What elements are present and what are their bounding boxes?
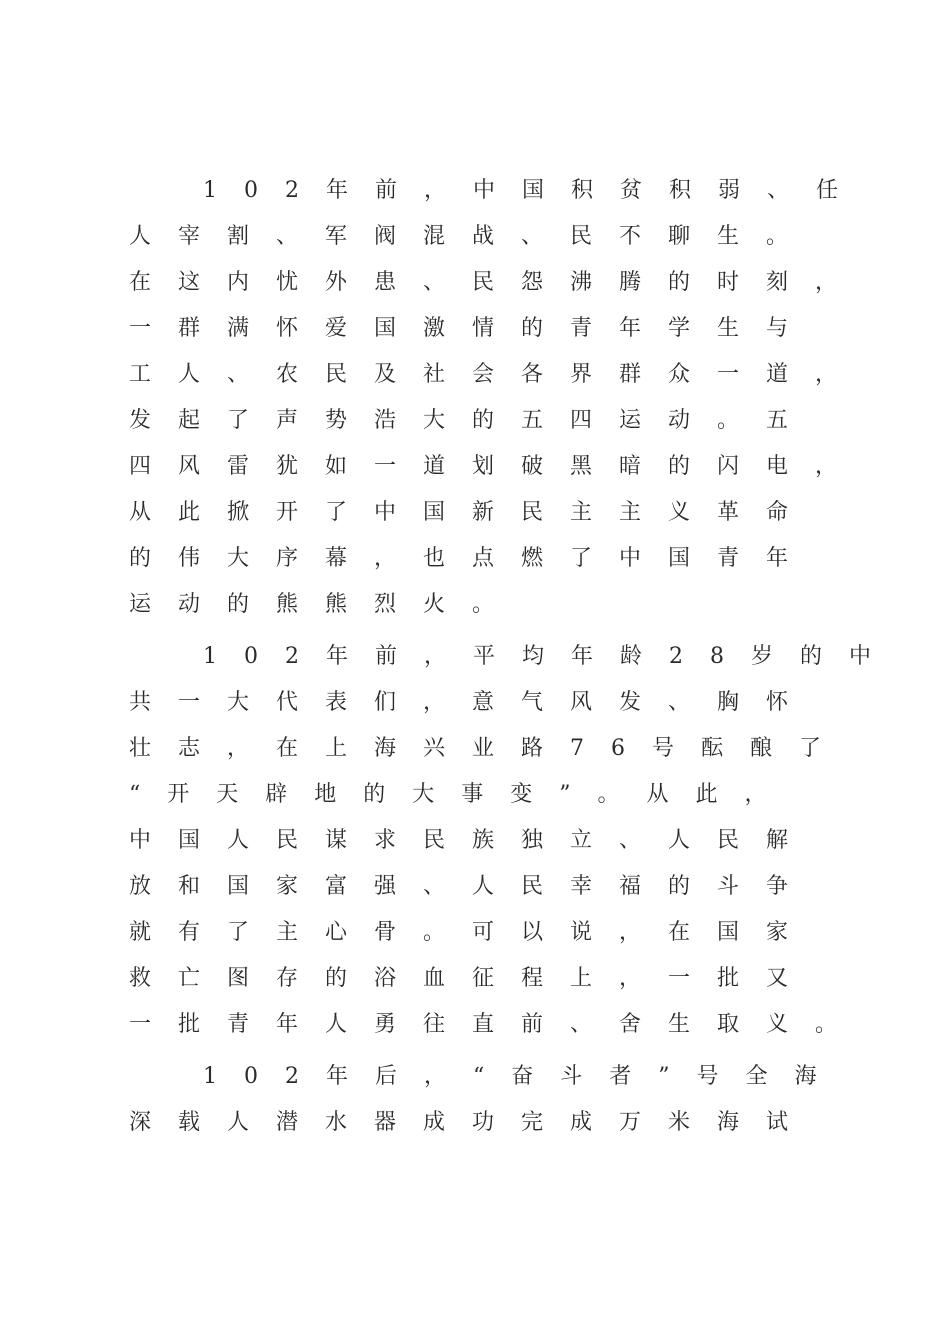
- text-line: 102年后，“奋斗者”号全海: [203, 1064, 844, 1089]
- text-line: 工人、农民及社会各界群众一道，: [129, 362, 865, 387]
- text-line: 一批青年人勇往直前、舍生取义。: [129, 1012, 865, 1037]
- text-line: 的伟大序幕，也点燃了中国青年: [129, 546, 816, 571]
- text-line: 共一大代表们，意气风发、胸怀: [129, 690, 816, 715]
- text-line: 就有了主心骨。可以说，在国家: [129, 920, 816, 945]
- paragraph-3: [129, 1054, 849, 1146]
- text-line: 壮志，在上海兴业路76号酝酿了: [129, 736, 848, 761]
- text-line: 救亡图存的浴血征程上，一批又: [129, 966, 816, 991]
- text-line: “开天辟地的大事变”。从此，: [129, 782, 794, 807]
- text-line: 四风雷犹如一道划破黑暗的闪电，: [129, 454, 865, 479]
- text-line: 102年前，中国积贫积弱、任: [203, 178, 865, 203]
- text-line: 运动的熊熊烈火。: [129, 592, 522, 617]
- text-line: 102年前，平均年龄28岁的中: [203, 644, 898, 669]
- text-line: 人宰割、军阀混战、民不聊生。: [129, 224, 816, 249]
- text-line: 中国人民谋求民族独立、人民解: [129, 828, 816, 853]
- paragraph-1: [129, 168, 865, 634]
- text-line: 发起了声势浩大的五四运动。五: [129, 408, 816, 433]
- text-line: 深载人潜水器成功完成万米海试: [129, 1110, 816, 1135]
- text-line: 放和国家富强、人民幸福的斗争: [129, 874, 816, 899]
- paragraph-2: [129, 634, 898, 1054]
- text-line: 在这内忧外患、民怨沸腾的时刻，: [129, 270, 865, 295]
- text-line: 从此掀开了中国新民主主义革命: [129, 500, 816, 525]
- document-body: [129, 168, 898, 1146]
- text-line: 一群满怀爱国激情的青年学生与: [129, 316, 816, 341]
